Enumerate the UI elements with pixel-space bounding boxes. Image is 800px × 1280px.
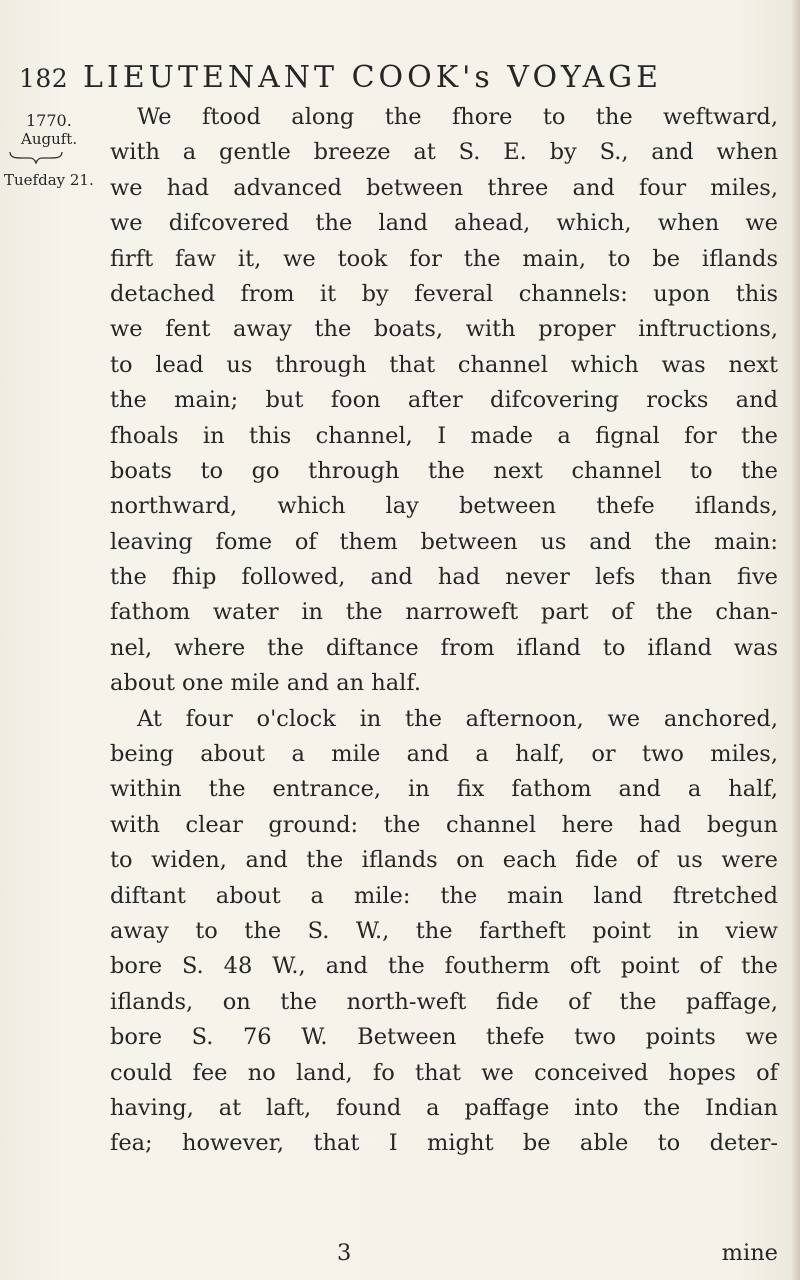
text-line: nel, where the diftance from ifland to ifland was bbox=[110, 634, 778, 661]
text-line: detached from it by feveral channels: upon this bbox=[110, 280, 778, 307]
text-line: We ftood along the fhore to the weftward, bbox=[137, 104, 778, 130]
text-line: we difcovered the land ahead, which, when we bbox=[110, 210, 778, 237]
text-line: fathom water in the narroweft part of the chan- bbox=[110, 599, 778, 626]
margin-brace-icon bbox=[8, 150, 64, 164]
margin-day: Tuefday 21. bbox=[4, 171, 94, 189]
text-line: could fee no land, fo that we conceived hopes of bbox=[110, 1059, 778, 1086]
text-line: about one mile and an half. bbox=[110, 670, 422, 697]
text-line: to widen, and the iflands on each fide of us were bbox=[110, 847, 778, 874]
text-line: fhoals in this channel, I made a fignal for the bbox=[110, 422, 778, 449]
margin-year: 1770. bbox=[26, 111, 72, 130]
signature-mark: 3 bbox=[337, 1240, 352, 1266]
text-line: we had advanced between three and four miles, bbox=[110, 174, 778, 201]
page-edge bbox=[792, 0, 800, 1280]
page-footer bbox=[110, 1240, 778, 1270]
text-line: bore S. 48 W., and the foutherm oft point of the bbox=[110, 953, 778, 980]
text-line: leaving fome of them between us and the main: bbox=[110, 528, 778, 555]
main-text bbox=[110, 100, 778, 1162]
text-line: iflands, on the north-weft fide of the paffage, bbox=[110, 988, 778, 1015]
text-line: within the entrance, in fix fathom and a half, bbox=[110, 776, 778, 803]
text-line: the main; but foon after difcovering rocks and bbox=[110, 387, 778, 414]
text-line: the fhip followed, and had never lefs than five bbox=[110, 564, 778, 591]
text-line: having, at laft, found a paffage into the Indian bbox=[110, 1094, 778, 1121]
text-line: we fent away the boats, with proper inftructions, bbox=[110, 316, 778, 343]
text-line: boats to go through the next channel to the bbox=[110, 457, 778, 484]
text-line: away to the S. W., the fartheft point in view bbox=[110, 917, 778, 944]
text-line: with a gentle breeze at S. E. by S., and when bbox=[110, 139, 778, 166]
text-line: being about a mile and a half, or two miles, bbox=[110, 741, 778, 768]
text-line: northward, which lay between thefe iflands, bbox=[110, 493, 778, 520]
running-title: LIEUTENANT COOK's VOYAGE bbox=[83, 60, 663, 95]
page-number: 182 bbox=[19, 64, 69, 93]
paragraph bbox=[110, 100, 778, 702]
text-line: fea; however, that I might be able to deter- bbox=[110, 1130, 778, 1157]
text-line: diftant about a mile: the main land ftretched bbox=[110, 882, 778, 909]
paragraph bbox=[110, 702, 778, 1162]
text-line: At four o'clock in the afternoon, we anchored, bbox=[137, 705, 778, 732]
text-line: with clear ground: the channel here had begun bbox=[110, 811, 778, 838]
text-line: bore S. 76 W. Between thefe two points we bbox=[110, 1024, 778, 1051]
text-line: to lead us through that channel which was next bbox=[110, 351, 778, 378]
text-line: firft faw it, we took for the main, to be iflands bbox=[110, 245, 778, 272]
margin-month: Auguft. bbox=[21, 130, 78, 148]
catchword: mine bbox=[721, 1240, 778, 1266]
